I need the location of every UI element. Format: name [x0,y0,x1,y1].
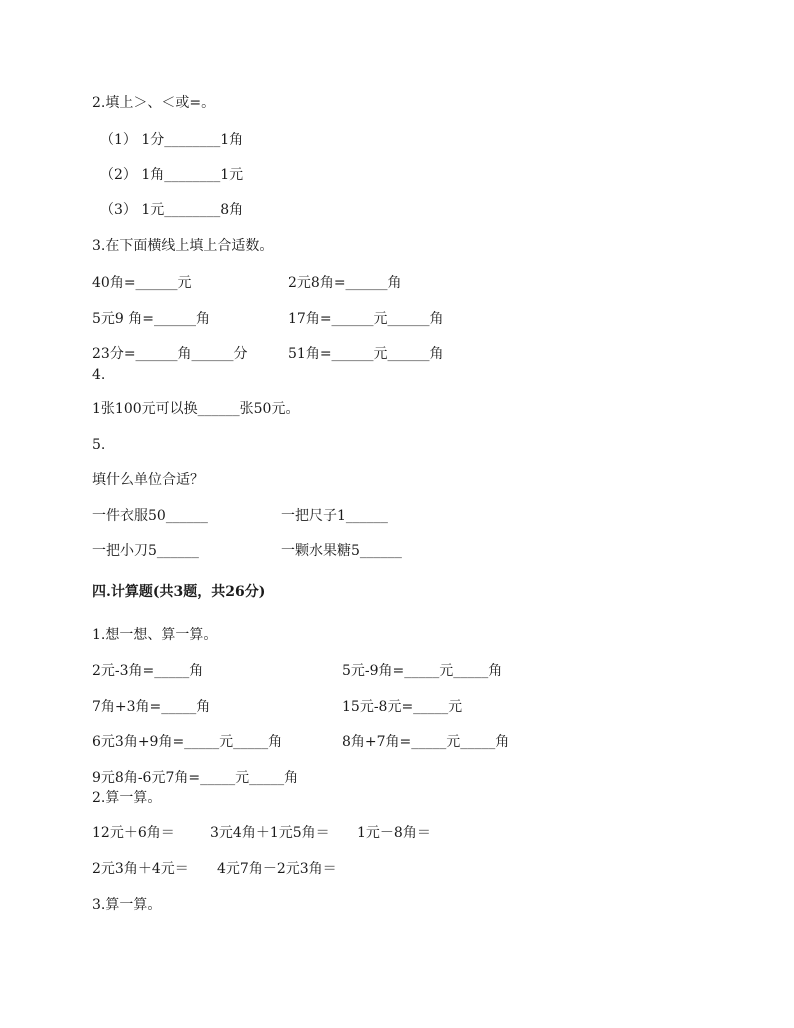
calc1-r1-right: 5元-9角=_____元_____角 [342,663,503,679]
q3-r1-right: 2元8角=______角 [288,275,402,291]
section-4-heading: 四.计算题(共3题，共26分) [92,584,266,600]
calc1-r2-right: 15元-8元=_____元 [342,699,463,715]
q4-text: 1张100元可以换______张50元。 [92,401,300,417]
calc2-r1-a: 12元＋6角＝ [92,825,175,841]
q5-title: 填什么单位合适？ [92,472,204,488]
q2-item-3: （3） 1元________8角 [100,202,244,218]
q3-r2-left: 5元9 角=______角 [92,311,210,327]
q3-r3-left: 23分=______角______分 [92,346,248,362]
calc1-r4-left: 9元8角-6元7角=_____元_____角 [92,770,299,786]
q3-title: 3.在下面横线上填上合适数。 [92,238,274,254]
q2-title: 2.填上＞、＜或=。 [92,95,216,111]
q3-r3-right: 51角=______元______角 [288,346,444,362]
q2-item-2: （2） 1角________1元 [100,167,244,183]
q4-number: 4. [92,367,106,383]
calc1-title: 1.想一想、算一算。 [92,627,218,643]
q2-item-1: （1） 1分________1角 [100,132,244,148]
calc2-r1-b: 3元4角＋1元5角＝ [210,825,330,841]
calc1-r3-left: 6元3角+9角=_____元_____角 [92,734,283,750]
calc2-r2-b: 4元7角－2元3角＝ [217,861,337,877]
q3-r2-right: 17角=______元______角 [288,311,444,327]
calc3-title: 3.算一算。 [92,897,162,913]
calc2-r2-a: 2元3角＋4元＝ [92,861,189,877]
q5-r1-left: 一件衣服50______ [92,508,208,524]
q5-r2-left: 一把小刀5______ [92,543,199,559]
calc1-r2-left: 7角+3角=_____角 [92,699,211,715]
q3-r1-left: 40角=______元 [92,275,192,291]
calc2-r1-c: 1元－8角＝ [357,825,431,841]
calc1-r1-left: 2元-3角=_____角 [92,663,204,679]
q5-number: 5. [92,437,106,453]
calc1-r3-right: 8角+7角=_____元_____角 [342,734,510,750]
q5-r1-right: 一把尺子1______ [281,508,388,524]
calc2-title: 2.算一算。 [92,790,162,806]
q5-r2-right: 一颗水果糖5______ [281,543,402,559]
